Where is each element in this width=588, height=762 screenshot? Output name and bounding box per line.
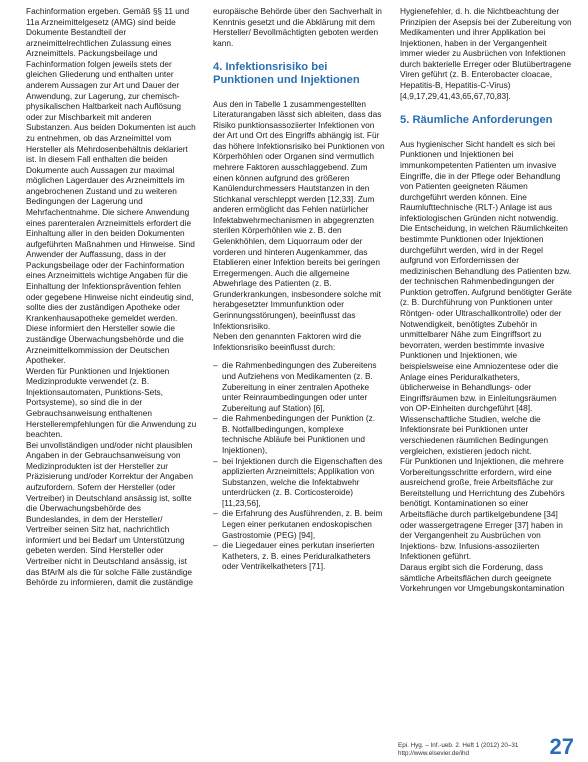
page-number: 27 <box>549 734 574 759</box>
column-right <box>400 6 572 712</box>
bullet-list <box>213 360 385 572</box>
paragraph: Werden für Punktionen und Injektionen Medizinprodukte verwendet (z. B. Injektionsautomaten, Punktions-Sets, Portsysteme), so sind die in der Gebrauchsanweisung enthaltenen Herstellerempfehlungen für die Anwendung zu beachten. <box>26 365 197 440</box>
paragraph: Aus den in Tabelle 1 zusammengestellten Literaturangaben lässt sich ableiten, dass das Risiko punktionsassoziierter Infektionen von der Art und Ort des Eingriffs abhängig ist. Für das höhere Infektionsrisiko bei Punktionen von Körperhöhlen oder Organen sind vermutlich mehrere Faktoren ausschlaggebend. Zum einen können aufgrund des größeren Kanülendurchmessers Hautstanzen in den Stichkanal verschleppt werden [12,33]. Zum anderen ermöglicht das Fehlen natürlicher Infektabwehrmechanismen in abgegrenzten sterilen Körperhöhlen wie z. B. den Gelenkhöhlen, dem Liquorraum oder der vorderen und hinteren Augenkammer, das Etablieren einer Infektion bereits bei geringen Erregermengen. Auch die allgemeine Abwehrlage des Patienten (z. B. Grunderkrankungen, insbesondere solche mit herabgesetzter Immunfunktion oder Gerinnungsstörungen), beeinflusst das Infektionsrisiko. <box>213 98 385 331</box>
paragraph: Bei unvollständigen und/oder nicht plausiblen Angaben in der Gebrauchsanweisung von Medizinprodukten ist der Hersteller zur Präzisierung und/oder Korrektur der Angaben aufzufordern. Sofern der Hersteller (oder Vertreiber) in Deutschland ansässig ist, sollte die Überwachungsbehörde des Bundeslandes, in dem der Hersteller/ Vertreiber seinen Sitz hat, nachrichtlich informiert und bei Bedarf um Unterstützung gebeten werden. Sind Hersteller oder Vertreiber nicht in Deutschland ansässig, ist das BfArM als die für solche Fälle zuständige Behörde zu informieren, damit die zuständige <box>26 439 193 588</box>
paragraph: Fachinformation ergeben. Gemäß §§ 11 und 11a Arzneimittelgesetz (AMG) sind beide Dokumente Bestandteil der arzneimittelrechtlichen Zulassung eines Arzneimittels. Packungsbeilage und Fachinformation folgen jeweils stets der gleichen Gliederung und enthalten unter anderem Aussagen zur Art und Dauer der Anwendung, zur Lagerung, zur chemisch-physikalischen Haltbarkeit nach Auflösung oder zur Mischbarkeit mit anderen Substanzen. Aus beiden Dokumenten ist auch zu entnehmen, ob das Arzneimittel vom Hersteller als Mehrdosenbehältnis deklariert ist. In diesem Fall enthalten die beiden Dokumente auch Aussagen zur maximal möglichen Lagerdauer des Arzneimittels im angebrochenen Zustand und zu weiteren Bedingungen der Lagerung und Mehrfachentnahme. Die sichere Anwendung eines parenteralen Arzneimittels erfordert die Einhaltung aller in den beiden Dokumenten aufgeführten Maßnahmen und Hinweise. Sind Anwender der Auffassung, dass in der Packungsbeilage oder der Fachinformation eines Arzneimittels wichtige Angaben für die Einhaltung der Infektionsprävention fehlen oder gegebene Hinweise nicht eindeutig sind, sollte dies der zuständigen Apotheke oder Krankenhausapotheke gemeldet werden. Diese informiert den Hersteller sowie die zuständige Überwachungsbehörde und die Arzneimittelkommission der Deutschen Apotheker. <box>26 6 196 366</box>
page-footer <box>390 734 580 760</box>
paragraph: Hygienefehler, d. h. die Nichtbeachtung der Prinzipien der Asepsis bei der Zubereitung von Medikamenten und ihrer Applikation bei Injektionen, haben in der Vergangenheit immer wieder zu Ausbrüchen von Infektionen durch bakterielle Erreger oder Blutübertragene Viren geführt (z. B. Enterobacter cloacae, Hepatitis-B, Hepatitis-C-Virus) [4,9,17,29,41,43,65,67,70,83]. <box>400 6 572 101</box>
list-item: – die Liegedauer eines perkutan inserierten Katheters, z. B. eines Periduralkatheters oder Ventrikelkatheters [71]. <box>213 540 385 572</box>
list-item: – die Rahmenbedingungen des Zubereitens und Aufziehens von Medikamenten (z. B. Zubereitung in einer zentralen Apotheke unter Reinraumbedingungen oder unter Zubereitung auf Station) [6], <box>213 360 385 413</box>
journal-citation: Epi. Hyg. – Inf.-ueb. 2. Heft 1 (2012) 20–31 http://www.elsevier.de/ihd <box>398 742 519 758</box>
list-item: – bei Injektionen durch die Eigenschaften des applizierten Arzneimittels; Applikation von Substanzen, welche die Infektabwehr unterdrücken (z. B. Corticosteroide) [11,23,56], <box>213 456 385 509</box>
paragraph: Neben den genannten Faktoren wird die Infektionsrisiko beeinflusst durch: <box>213 331 362 352</box>
section-heading-5: 5. Räumliche Anforderungen <box>400 114 553 127</box>
column-left <box>26 6 198 736</box>
paragraph: Daraus ergibt sich die Forderung, dass sämtliche Arbeitsflächen durch geeignete Vorkehrungen vor Umgebungskontamination <box>400 561 565 594</box>
paragraph: Aus hygienischer Sicht handelt es sich bei Punktionen und Injektionen bei immunkompetenten Patienten um invasive Eingriffe, die in der Pflege oder Behandlung von Patienten geeigneten Räumen durchgeführt werden können. Eine Raumlufttechnische (RLT-) Anlage ist aus infektiologischen Gründen nicht notwendig. Die Entscheidung, in welchen Räumlichkeiten bestimmte Punktionen oder Injektionen durchgeführt werden, wird in der Regel aufgrund von Erfordernissen der medizinischen Behandlung des Patienten bzw. der technischen Rahmenbedingungen der Punktion getroffen. Aufgrund benötigter Geräte (z. B. Durchführung von Punktionen unter Röntgen- oder Ultraschallkontrolle) oder der Notwendigkeit, benötigtes Zubehör in unmittelbarer Nähe zum Eingriffsort zu bevorraten, werden bestimmte invasive Punktionen und Injektionen, wie beispielsweise eine Amniozentese oder die Anlage eines Periduralkatheters, üblicherweise in Behandlungs- oder Eingriffsräumen bzw. in Einleitungsräumen von OP-Einheiten durchgeführt [48]. Wissenschaftliche Studien, welche die Infektionsrate bei Punktionen unter verschiedenen räumlichen Bedingungen vergleichen, existieren jedoch nicht. <box>400 138 572 456</box>
list-item: – die Rahmenbedingungen der Punktion (z. B. Notfallbedingungen, komplexe technische Abläufe bei Punktionen und Injektionen), <box>213 413 385 455</box>
list-item: – die Erfahrung des Ausführenden, z. B. beim Legen einer perkutanen endoskopischen Gastrostomie (PEG) [94], <box>213 508 385 540</box>
paragraph: europäische Behörde über den Sachverhalt in Kenntnis gesetzt und die Abklärung mit dem Hersteller/ Bevollmächtigten geboten werden kann. <box>213 6 382 48</box>
section-heading-4: 4. Infektionsrisiko bei Punktionen und Injektionen <box>213 61 360 86</box>
column-middle <box>213 6 385 726</box>
paragraph: Für Punktionen und Injektionen, die mehrere Vorbereitungsschritte erfordern, wird eine ausreichend große, freie Arbeitsfläche zur Bereitstellung und Herrichtung des Zubehörs benötigt. Kontaminationen so einer Arbeitsfläche durch partikelgebundene [34] oder wassergetragene Erreger [37] haben in der Vergangenheit zu Ausbrüchen von Injektions- bzw. Infusions-assoziierten Infektionen geführt. <box>400 456 565 562</box>
